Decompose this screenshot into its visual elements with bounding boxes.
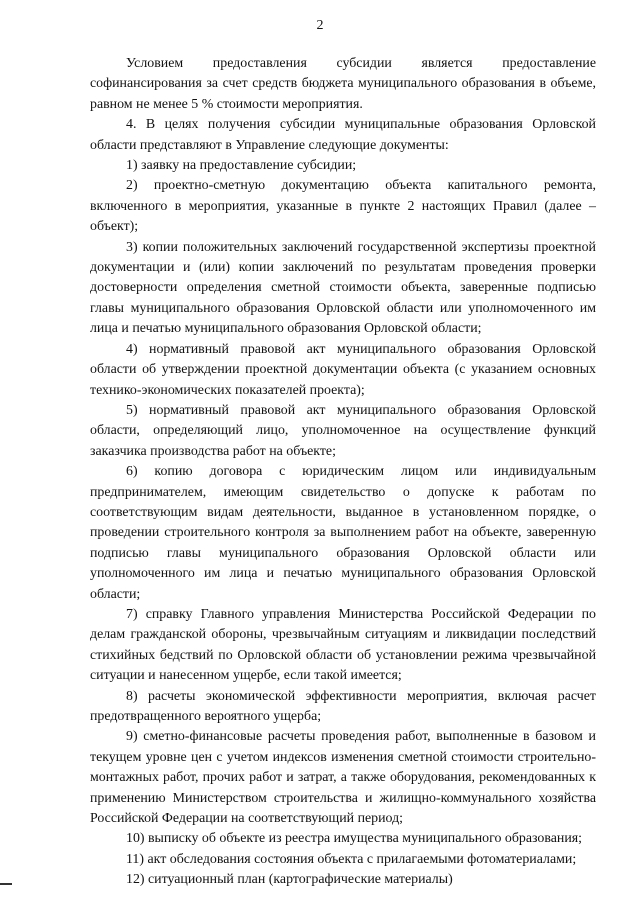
list-item-8: 8) расчеты экономической эффективности мероприятия, включая расчет предотвращенного вероятного ущерба; — [90, 688, 596, 724]
paragraph-clause-4: 4. В целях получения субсидии муниципальные образования Орловской области представляют в Управление следующие документы: — [90, 117, 596, 153]
page-number: 2 — [316, 18, 324, 33]
list-item-7: 7) справку Главного управления Министерства Российской Федерации по делам гражданской обороны, чрезвычайным ситуациям и ликвидации последствий стихийных бедствий по Орловской области об установлении режима чрезвычайной ситуации и нанесенном ущербе, если такой имеется; — [90, 606, 596, 684]
list-item-4: 4) нормативный правовой акт муниципального образования Орловской области об утверждении проектной документации объекта (с указанием основных технико-экономических показателей проекта); — [90, 341, 596, 398]
paragraph-cofinancing-condition: Условием предоставления субсидии является предоставление софинансирования за счет средств бюджета муниципального образования в объеме, равном не менее 5 % стоимости мероприятия. — [90, 56, 596, 112]
list-item-11: 11) акт обследования состояния объекта с прилагаемыми фотоматериалами; — [126, 851, 577, 867]
list-item-6: 6) копию договора с юридическим лицом или индивидуальным предпринимателем, имеющим свидетельство о допуске к работам по соответствующим видам деятельности, выданное в установленном порядке, о проведении строительного контроля за выполнением работ на объекте, заверенную подписью главы муниципального образования Орловской области или уполномоченного им лица и печатью муниципального образования Орловской области; — [90, 464, 596, 602]
list-item-1: 1) заявку на предоставление субсидии; — [126, 158, 357, 174]
list-item-10: 10) выписку об объекте из реестра имущества муниципального образования; — [126, 831, 583, 847]
list-item-5: 5) нормативный правовой акт муниципального образования Орловской области, определяющий лицо, уполномоченное на осуществление функций заказчика производства работ на объекте; — [90, 402, 596, 459]
list-item-12: 12) ситуационный план (картографические материалы) — [126, 872, 453, 888]
list-item-9: 9) сметно-финансовые расчеты проведения работ, выполненные в базовом и текущем уровне цен с учетом индексов изменения сметной стоимости строительно-монтажных работ, прочих работ и затрат, а также оборудования, рекомендованных к применению Министерством строительства и жилищно-коммунального хозяйства Российской Федерации на соответствующий период; — [90, 729, 596, 827]
document-body — [90, 54, 596, 891]
list-item-3: 3) копии положительных заключений государственной экспертизы проектной документации и (или) копии заключений по результатам проведения проверки достоверности определения сметной стоимости объекта, заверенные подписью главы муниципального образования Орловской области или уполномоченного им лица и печатью муниципального образования Орловской области; — [90, 239, 596, 337]
scan-edge-mark — [0, 883, 12, 885]
list-item-2: 2) проектно-сметную документацию объекта капитального ремонта, включенного в мероприятия, указанные в пункте 2 настоящих Правил (далее – объект); — [90, 178, 596, 235]
